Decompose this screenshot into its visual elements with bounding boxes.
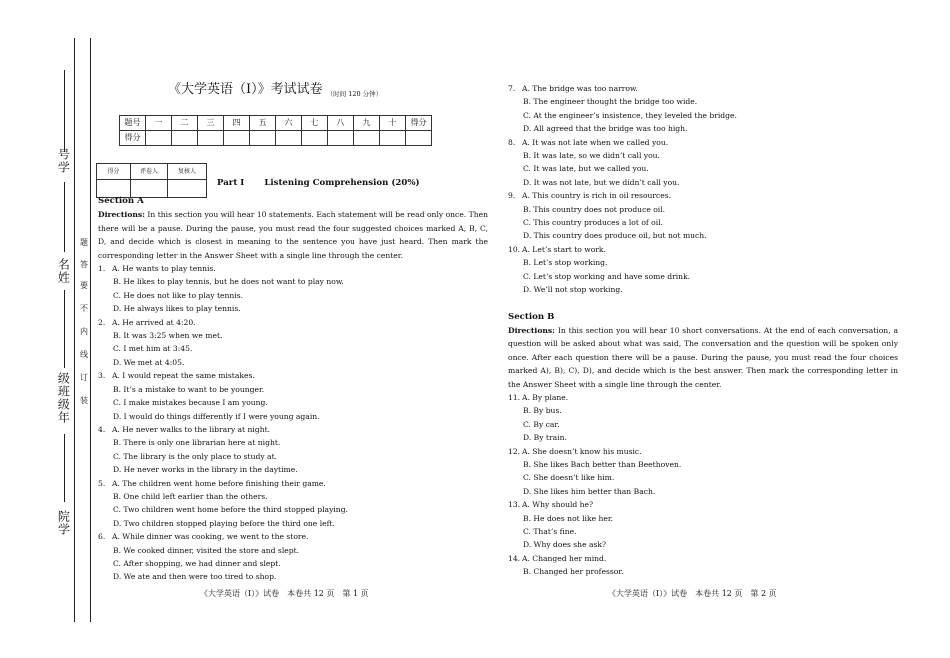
answer-option[interactable] bbox=[98, 289, 488, 302]
directions-label: Directions: bbox=[98, 210, 145, 220]
grader-header-cell: 评卷人 bbox=[131, 164, 168, 180]
option-text: C. Two children went home before the third stopped playing. bbox=[113, 505, 348, 515]
answer-option[interactable] bbox=[508, 525, 898, 538]
answer-option[interactable] bbox=[98, 356, 488, 369]
option-text: B. One child left earlier than the others. bbox=[113, 491, 268, 501]
answer-option[interactable] bbox=[98, 544, 488, 557]
question-list bbox=[508, 82, 898, 297]
score-header-cell: 一 bbox=[146, 116, 172, 131]
score-row-label: 得分 bbox=[120, 131, 146, 146]
seal-char: 要 bbox=[80, 281, 88, 290]
question-list bbox=[508, 391, 898, 579]
score-cell[interactable] bbox=[406, 131, 432, 146]
exam-title-text: 《大学英语（I）》考试试卷 bbox=[168, 82, 323, 97]
option-text: C. She doesn’t like him. bbox=[523, 473, 615, 483]
question-number: 13. bbox=[508, 500, 521, 510]
question-number: 8. bbox=[508, 137, 516, 147]
answer-option[interactable] bbox=[508, 445, 898, 458]
answer-option[interactable] bbox=[508, 512, 898, 525]
section-a-directions bbox=[98, 208, 488, 262]
answer-option[interactable] bbox=[508, 270, 898, 283]
answer-option[interactable] bbox=[98, 477, 488, 490]
answer-option[interactable] bbox=[508, 256, 898, 269]
question-item bbox=[98, 530, 488, 584]
question-number: 2. bbox=[98, 317, 106, 327]
question-item bbox=[98, 316, 488, 370]
option-text: A. Let’s start to work. bbox=[522, 244, 606, 254]
question-number: 9. bbox=[508, 191, 516, 201]
option-text: B. It was late, so we didn’t call you. bbox=[523, 151, 660, 161]
score-header-cell: 十 bbox=[380, 116, 406, 131]
answer-option[interactable] bbox=[98, 410, 488, 423]
option-text: D. Two children stopped playing before the third one left. bbox=[113, 518, 335, 528]
binding-line-fill bbox=[64, 70, 65, 152]
answer-option[interactable] bbox=[98, 436, 488, 449]
answer-option[interactable] bbox=[98, 517, 488, 530]
option-text: C. I make mistakes because I am young. bbox=[113, 398, 268, 408]
option-text: B. She likes Bach better than Beethoven. bbox=[523, 459, 682, 469]
option-text: B. He likes to play tennis, but he does not want to play now. bbox=[113, 277, 344, 287]
score-cell[interactable] bbox=[354, 131, 380, 146]
answer-option[interactable] bbox=[508, 391, 898, 404]
answer-option[interactable] bbox=[508, 471, 898, 484]
answer-option[interactable] bbox=[508, 229, 898, 242]
option-text: A. She doesn’t know his music. bbox=[522, 446, 642, 456]
answer-option[interactable] bbox=[508, 458, 898, 471]
question-number: 1. bbox=[98, 264, 106, 274]
option-text: D. By train. bbox=[523, 433, 567, 443]
question-item bbox=[98, 369, 488, 423]
option-text: A. Why should he? bbox=[522, 500, 594, 510]
answer-option[interactable] bbox=[508, 243, 898, 256]
option-text: B. This country does not produce oil. bbox=[523, 204, 666, 214]
part-label: Part I bbox=[217, 178, 245, 188]
option-text: B. By bus. bbox=[523, 406, 562, 416]
binding-line-inner bbox=[90, 38, 91, 622]
option-text: A. While dinner was cooking, we went to the store. bbox=[112, 532, 309, 542]
question-item bbox=[98, 477, 488, 531]
answer-option[interactable] bbox=[98, 383, 488, 396]
grader-header-cell: 复核人 bbox=[168, 164, 207, 180]
answer-option[interactable] bbox=[508, 498, 898, 511]
seal-char: 订 bbox=[80, 373, 88, 382]
option-text: C. I met him at 3:45. bbox=[113, 344, 193, 354]
page-footer-1: 《大学英语（I）》试卷 本卷共 12 页 第 1 页 bbox=[200, 589, 369, 598]
answer-option[interactable] bbox=[98, 503, 488, 516]
option-text: B. He does not like her. bbox=[523, 513, 614, 523]
option-text: D. We ate and then were too tired to shop. bbox=[113, 572, 277, 582]
seal-char: 内 bbox=[80, 327, 88, 336]
score-header-cell: 八 bbox=[328, 116, 354, 131]
option-text: D. Why does she ask? bbox=[523, 540, 607, 550]
answer-option[interactable] bbox=[98, 316, 488, 329]
answer-option[interactable] bbox=[508, 565, 898, 578]
answer-option[interactable] bbox=[508, 538, 898, 551]
part-title: Listening Comprehension (20%) bbox=[264, 178, 420, 188]
binding-line-fill bbox=[64, 182, 65, 252]
option-text: D. All agreed that the bridge was too high. bbox=[523, 124, 688, 134]
question-item bbox=[508, 445, 898, 499]
answer-option[interactable] bbox=[98, 463, 488, 476]
answer-option[interactable] bbox=[98, 450, 488, 463]
option-text: B. Changed her professor. bbox=[523, 567, 624, 577]
answer-option[interactable] bbox=[98, 329, 488, 342]
option-text: A. He wants to play tennis. bbox=[112, 264, 216, 274]
option-text: D. We’ll not stop working. bbox=[523, 285, 623, 295]
question-number: 10. bbox=[508, 244, 521, 254]
question-number: 4. bbox=[98, 424, 106, 434]
left-column bbox=[98, 195, 488, 584]
seal-char: 线 bbox=[80, 350, 88, 359]
score-cell[interactable] bbox=[224, 131, 250, 146]
question-item bbox=[508, 391, 898, 445]
section-b-directions bbox=[508, 324, 898, 391]
option-text: A. I would repeat the same mistakes. bbox=[112, 371, 255, 381]
score-header-cell: 三 bbox=[198, 116, 224, 131]
option-text: C. It was late, but we called you. bbox=[523, 164, 649, 174]
answer-option[interactable] bbox=[508, 95, 898, 108]
question-number: 11. bbox=[508, 392, 521, 402]
directions-text: In this section you will hear 10 short conversations. At the end of each conversation, a question will be asked about what was said, The conversation and the question will be spoken only once. After each question there will be a pause. During the pause, you must read the four choices marked A), B), C), D), and decide which is the best answer. Then mark the corresponding letter in the Answer Sheet with a single line through the center. bbox=[508, 325, 898, 389]
score-header-cell: 得分 bbox=[406, 116, 432, 131]
option-text: C. The library is the only place to study at. bbox=[113, 451, 278, 461]
answer-option[interactable] bbox=[508, 418, 898, 431]
section-a-heading: Section A bbox=[98, 196, 144, 206]
grader-header-cell: 得分 bbox=[97, 164, 131, 180]
answer-option[interactable] bbox=[508, 203, 898, 216]
seal-char: 不 bbox=[80, 304, 88, 313]
option-text: B. The engineer thought the bridge too wide. bbox=[523, 97, 698, 107]
answer-option[interactable] bbox=[508, 162, 898, 175]
option-text: B. There is only one librarian here at night. bbox=[113, 438, 281, 448]
option-text: A. This country is rich in oil resources. bbox=[522, 191, 672, 201]
question-item bbox=[508, 189, 898, 243]
question-item bbox=[508, 82, 898, 136]
answer-option[interactable] bbox=[508, 122, 898, 135]
seal-char: 题 bbox=[80, 238, 88, 247]
score-cell[interactable] bbox=[250, 131, 276, 146]
question-number: 14. bbox=[508, 553, 521, 563]
question-list bbox=[98, 262, 488, 584]
option-text: A. The bridge was too narrow. bbox=[522, 84, 638, 93]
option-text: C. He does not like to play tennis. bbox=[113, 290, 244, 300]
section-b-heading: Section B bbox=[508, 311, 555, 322]
answer-option[interactable] bbox=[98, 342, 488, 355]
option-text: A. The children went home before finishing their game. bbox=[112, 478, 326, 488]
option-text: D. She likes him better than Bach. bbox=[523, 486, 656, 496]
answer-option[interactable] bbox=[98, 423, 488, 436]
directions-text: In this section you will hear 10 statements. Each statement will be read only once. Then there will be a pause. During the pause, you must read the four suggested choices marked A, B, C, D, and decide which is closest in meaning to the sentence you have just heard. Then mark the corresponding letter in the Answer Sheet with a single line through the center. bbox=[98, 210, 488, 260]
answer-option[interactable] bbox=[98, 490, 488, 503]
answer-option[interactable] bbox=[98, 369, 488, 382]
binding-line-fill bbox=[64, 290, 65, 368]
seal-char: 答 bbox=[80, 260, 88, 269]
score-header-cell: 六 bbox=[276, 116, 302, 131]
option-text: C. By car. bbox=[523, 419, 560, 429]
question-item bbox=[508, 243, 898, 297]
question-item bbox=[98, 262, 488, 316]
part-heading bbox=[217, 177, 420, 190]
answer-option[interactable] bbox=[508, 189, 898, 202]
question-item bbox=[508, 498, 898, 552]
field-class-year: 级班级年 bbox=[56, 372, 71, 424]
question-item bbox=[98, 423, 488, 477]
answer-option[interactable] bbox=[508, 82, 898, 95]
exam-time-note: （时间 120 分钟） bbox=[326, 90, 383, 98]
answer-option[interactable] bbox=[98, 302, 488, 315]
binding-line-fill bbox=[64, 434, 65, 502]
option-text: A. It was not late when we called you. bbox=[522, 137, 669, 147]
score-cell[interactable] bbox=[302, 131, 328, 146]
score-header-cell: 二 bbox=[172, 116, 198, 131]
answer-option[interactable] bbox=[98, 570, 488, 583]
option-text: A. By plane. bbox=[522, 392, 569, 402]
question-item bbox=[508, 552, 898, 579]
option-text: C. At the engineer’s insistence, they leveled the bridge. bbox=[523, 110, 737, 120]
option-text: A. Changed her mind. bbox=[522, 553, 607, 563]
answer-option[interactable] bbox=[508, 485, 898, 498]
option-text: B. Let’s stop working. bbox=[523, 258, 608, 268]
option-text: B. We cooked dinner, visited the store and slept. bbox=[113, 545, 300, 555]
score-header-cell: 七 bbox=[302, 116, 328, 131]
option-text: A. He arrived at 4:20. bbox=[112, 317, 196, 327]
option-text: A. He never walks to the library at night. bbox=[112, 424, 271, 434]
answer-option[interactable] bbox=[98, 262, 488, 275]
option-text: B. It’s a mistake to want to be younger. bbox=[113, 384, 265, 394]
option-text: D. He never works in the library in the daytime. bbox=[113, 465, 298, 475]
score-header-cell: 四 bbox=[224, 116, 250, 131]
question-number: 12. bbox=[508, 446, 521, 456]
answer-option[interactable] bbox=[508, 136, 898, 149]
answer-option[interactable] bbox=[508, 216, 898, 229]
field-name: 名姓 bbox=[56, 258, 71, 284]
exam-title bbox=[168, 82, 382, 102]
score-header-cell: 题号 bbox=[120, 116, 146, 131]
option-text: D. I would do things differently if I were young again. bbox=[113, 411, 320, 421]
right-column bbox=[508, 82, 898, 579]
score-header-cell: 九 bbox=[354, 116, 380, 131]
page-footer-2: 《大学英语（I）》试卷 本卷共 12 页 第 2 页 bbox=[608, 589, 777, 598]
question-number: 3. bbox=[98, 371, 106, 381]
directions-label: Directions: bbox=[508, 325, 555, 335]
answer-option[interactable] bbox=[508, 431, 898, 444]
seal-char: 装 bbox=[80, 396, 88, 405]
field-student-id: 号学 bbox=[56, 148, 71, 174]
score-cell[interactable] bbox=[172, 131, 198, 146]
score-cell[interactable] bbox=[276, 131, 302, 146]
answer-option[interactable] bbox=[98, 557, 488, 570]
score-cell[interactable] bbox=[380, 131, 406, 146]
answer-option[interactable] bbox=[98, 396, 488, 409]
question-number: 5. bbox=[98, 478, 106, 488]
score-cell[interactable] bbox=[198, 131, 224, 146]
question-number: 7. bbox=[508, 84, 516, 93]
option-text: C. This country produces a lot of oil. bbox=[523, 218, 663, 228]
answer-option[interactable] bbox=[508, 283, 898, 296]
question-number: 6. bbox=[98, 532, 106, 542]
field-college: 院学 bbox=[56, 510, 71, 536]
score-header-cell: 五 bbox=[250, 116, 276, 131]
answer-option[interactable] bbox=[508, 404, 898, 417]
option-text: D. He always likes to play tennis. bbox=[113, 304, 241, 314]
option-text: C. Let’s stop working and have some drink. bbox=[523, 271, 691, 281]
option-text: B. It was 3:25 when we met. bbox=[113, 331, 223, 341]
score-cell[interactable] bbox=[328, 131, 354, 146]
answer-option[interactable] bbox=[508, 176, 898, 189]
option-text: D. It was not late, but we didn’t call you. bbox=[523, 177, 680, 187]
score-cell[interactable] bbox=[146, 131, 172, 146]
option-text: D. We met at 4:05. bbox=[113, 357, 185, 367]
grader-table bbox=[96, 163, 207, 198]
option-text: C. That’s fine. bbox=[523, 527, 577, 536]
answer-option[interactable] bbox=[508, 552, 898, 565]
answer-option[interactable] bbox=[98, 530, 488, 543]
binding-line-outer bbox=[74, 38, 75, 622]
score-table bbox=[119, 115, 432, 146]
question-item bbox=[508, 136, 898, 190]
option-text: D. This country does produce oil, but not much. bbox=[523, 231, 707, 241]
answer-option[interactable] bbox=[98, 275, 488, 288]
answer-option[interactable] bbox=[508, 109, 898, 122]
option-text: C. After shopping, we had dinner and slept. bbox=[113, 558, 281, 568]
answer-option[interactable] bbox=[508, 149, 898, 162]
